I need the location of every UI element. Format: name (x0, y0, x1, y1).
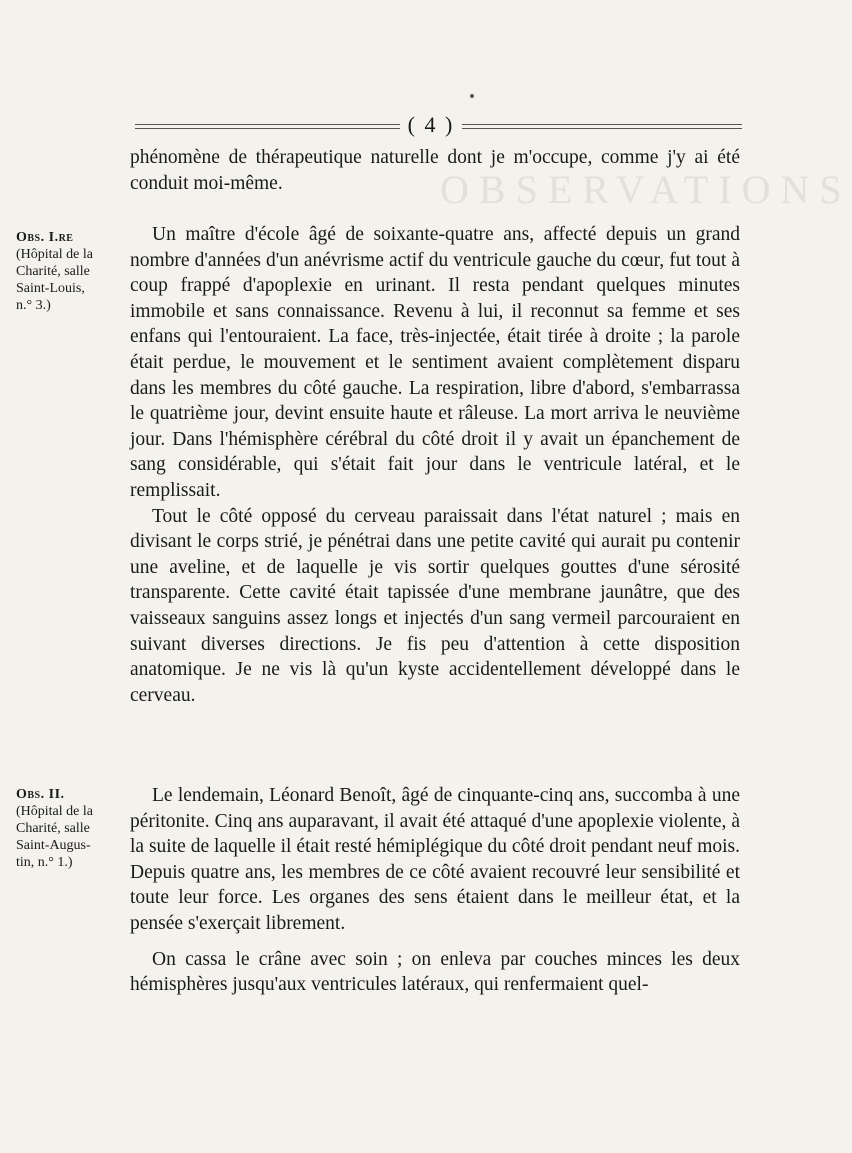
obs-1-note-line: n.° 3.) (16, 298, 51, 313)
obs-2-text-block (130, 783, 740, 998)
intro-paragraph: phénomène de thérapeutique naturelle dont je m'occupe, comme j'y ai été conduit moi-même. (130, 147, 740, 194)
page-number: ( 4 ) (407, 112, 455, 137)
obs-1-paragraph-1: Un maître d'école âgé de soixante-quatre ans, affecté depuis un grand nombre d'années d'un anévrisme actif du ventricule gauche du cœur, fut tout à coup frappé d'apoplexie en urinant. Il resta pendant quelques minutes immobile et sans connaissance. Revenu à lui, il reconnut sa femme et ses enfans qui l'entouraient. La face, très-injectée, était tirée à droite ; la parole était perdue, le mouvement et le sentiment avaient complètement disparu dans les membres du côté gauche. La respiration, libre d'abord, s'embarrassa le quatrième jour, devint ensuite haute et râleuse. La mort arriva le neuvième jour. Dans l'hémisphère cérébral du côté droit il y avait un épanchement de sang considérable, qui s'était fait jour dans le ventricule latéral, et le remplissait. (130, 224, 740, 501)
intro-text-block (130, 145, 740, 196)
obs-2-paragraph-2: On cassa le crâne avec soin ; on enleva par couches minces les deux hémisphères jusqu'aux ventricules latéraux, qui renfermaient quel- (130, 948, 740, 996)
obs-2-note-line: Charité, salle (16, 821, 90, 836)
obs-1-label: Obs. I.re (16, 230, 74, 245)
obs-1-text-block (130, 222, 740, 708)
obs-1-paragraph-2: Tout le côté opposé du cerveau paraissait dans l'état naturel ; mais en divisant le corps strié, je pénétrai dans une petite cavité qui aurait pu contenir une aveline, et de laquelle je vis sortir quelques gouttes d'une sérosité transparente. Cette cavité était tapissée d'une membrane jaunâtre, que des vaisseaux sanguins assez longs et injectés d'un sang vermeil parcouraient en suivant diverses directions. Je fis peu d'attention à cette disposition anatomique. Je ne vis là qu'un kyste accidentellement développé dans le cerveau. (130, 505, 740, 706)
obs-2-note-line: tin, n.° 1.) (16, 855, 73, 870)
obs-1-note-line: (Hôpital de la (16, 247, 93, 262)
obs-2-note-line: Saint-Augus- (16, 838, 91, 853)
obs-2-note-line: (Hôpital de la (16, 804, 93, 819)
obs-1-note-line: Saint-Louis, (16, 281, 85, 296)
obs-2-paragraph-1: Le lendemain, Léonard Benoît, âgé de cinquante-cinq ans, succomba à une péritonite. Cinq ans auparavant, il avait été attaqué d'une apoplexie violente, à la suite de laquelle il était resté hémiplégique du côté droit pendant neuf mois. Depuis quatre ans, les membres de ce côté avaient recouvré leur sensibilité et toute leur force. Les organes des sens étaient dans le meilleur état, et la pensée s'exerçait librement. (130, 785, 740, 934)
ink-speck (470, 94, 474, 98)
header-rule-left (135, 124, 400, 129)
obs-1-margin-note (16, 229, 126, 314)
obs-2-label: Obs. II. (16, 787, 65, 802)
header-rule-right (462, 124, 742, 129)
obs-1-note-line: Charité, salle (16, 264, 90, 279)
show-through-ghost-text: OBSERVATIONS (440, 167, 852, 212)
obs-2-margin-note (16, 786, 126, 871)
